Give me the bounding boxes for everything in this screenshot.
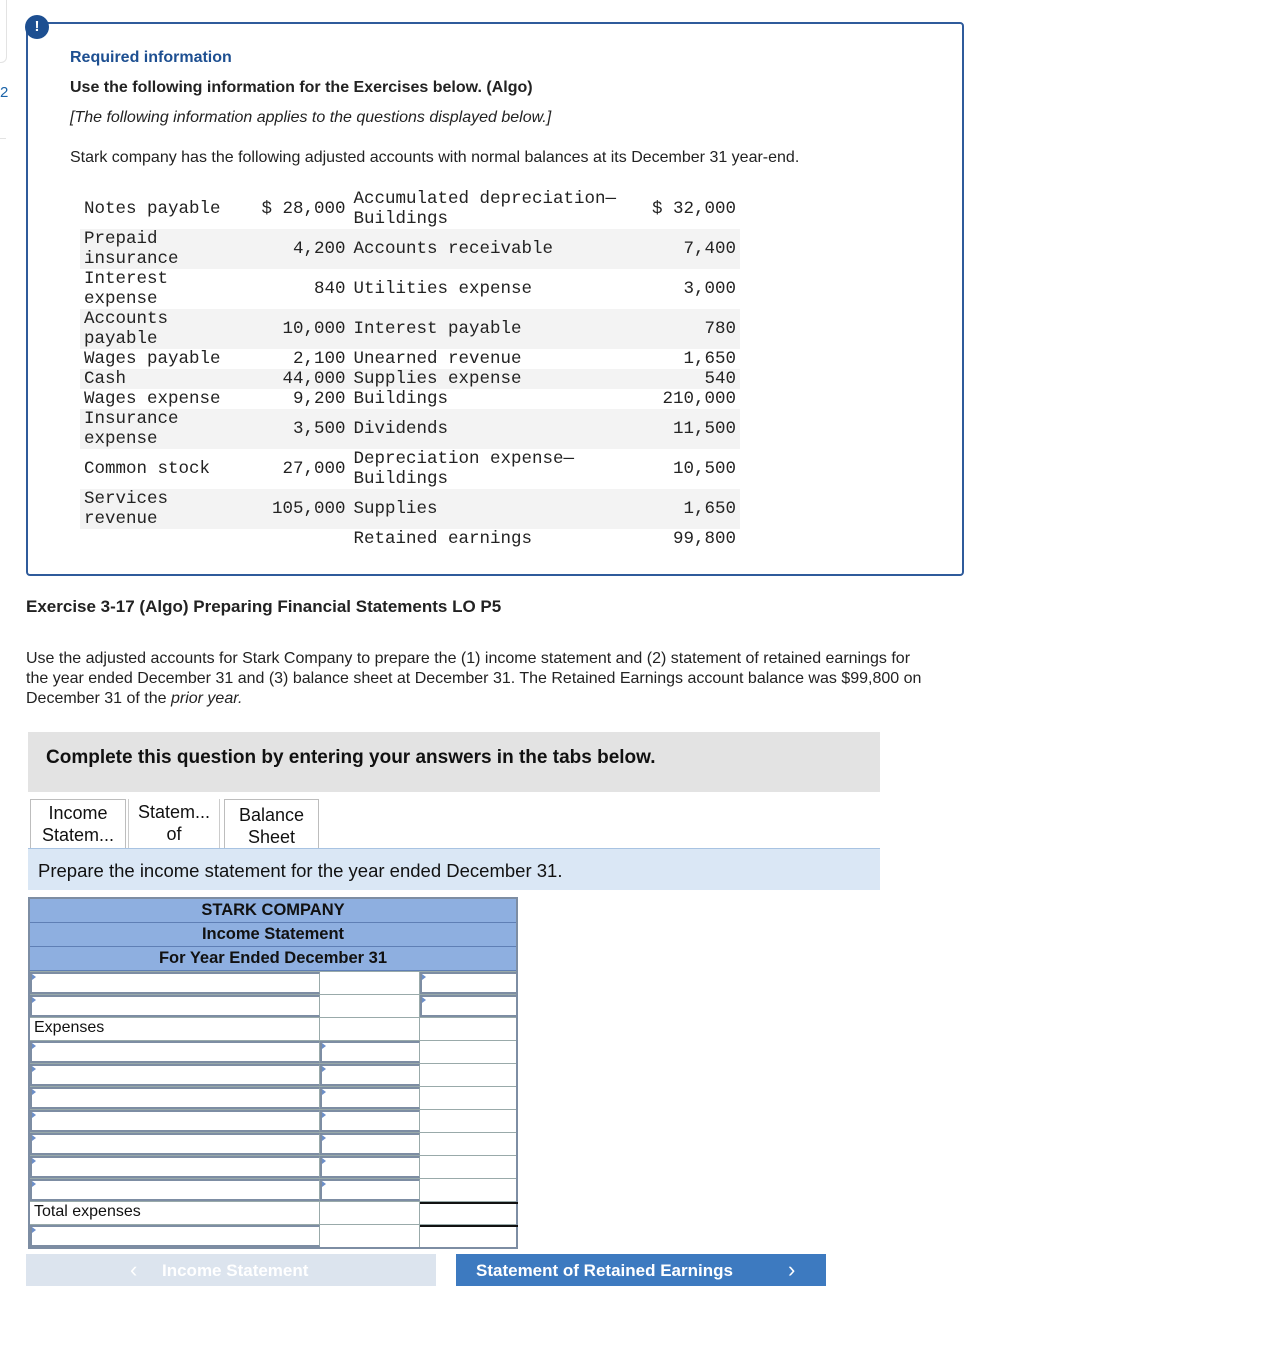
account-name: Common stock (84, 459, 211, 479)
account-name: Unearned revenue (353, 349, 522, 369)
tab-statement-of-retained-earnings[interactable] (128, 799, 220, 849)
alert-icon: ! (25, 15, 49, 39)
dropdown-indicator-icon (32, 1112, 36, 1118)
previous-tab-label: Income Statement (162, 1261, 309, 1280)
net-income-select[interactable] (30, 1225, 320, 1247)
dropdown-indicator-icon (32, 974, 36, 980)
dropdown-indicator-icon (322, 1112, 326, 1118)
dropdown-indicator-icon (322, 1066, 326, 1072)
dropdown-indicator-icon (32, 997, 36, 1003)
chevron-left-icon: ‹ (130, 1257, 138, 1282)
account-balance: 44,000 (256, 369, 350, 389)
dropdown-indicator-icon (322, 1181, 326, 1187)
expense-account-select[interactable] (30, 1064, 320, 1086)
account-balance: 4,200 (256, 229, 350, 269)
net-income-blank-cell (320, 1225, 420, 1247)
dropdown-indicator-icon (322, 1158, 326, 1164)
dropdown-indicator-icon (322, 1043, 326, 1049)
tab-balance-line2: Sheet (247, 827, 296, 847)
account-balance: 105,000 (256, 489, 350, 529)
account-row (80, 349, 740, 369)
expense-account-select[interactable] (30, 1041, 320, 1063)
question-number[interactable]: 2 (0, 84, 9, 101)
expenses-label: Expenses (34, 1019, 105, 1036)
revenue-row-2 (30, 994, 516, 1017)
expense-blank-cell (420, 1041, 518, 1063)
total-expenses-amount[interactable] (420, 1202, 518, 1224)
total-expenses-row (30, 1201, 516, 1224)
left-panel-edge (0, 0, 7, 63)
expense-row (30, 1109, 516, 1132)
account-balance: 2,100 (292, 349, 346, 369)
accounts-table (80, 189, 740, 549)
account-row (80, 189, 740, 229)
account-balance: 99,800 (672, 529, 736, 549)
account-balance: $ 28,000 (261, 199, 346, 219)
account-balance: 11,500 (642, 409, 740, 449)
account-name: Accounts payable (80, 309, 256, 349)
expense-row (30, 1063, 516, 1086)
account-name: Interest expense (84, 269, 169, 309)
account-name: Depreciation expense—Buildings (353, 449, 575, 489)
expense-blank-cell (420, 1156, 518, 1178)
statement-title: Income Statement (30, 923, 516, 947)
account-row (80, 389, 740, 409)
account-row (80, 529, 740, 549)
dropdown-indicator-icon (32, 1066, 36, 1072)
account-balance: 27,000 (282, 459, 346, 479)
instruction-text: Use the following information for the Exercises below. (Algo) (70, 79, 533, 96)
expenses-blank-cell (320, 1018, 420, 1040)
revenue-amount-input-2[interactable] (420, 995, 518, 1017)
revenue-account-select-2[interactable] (30, 995, 320, 1017)
account-name: Notes payable (84, 199, 221, 219)
tab-balance-sheet[interactable] (224, 799, 319, 849)
account-name: Insurance expense (80, 409, 256, 449)
expense-row (30, 1040, 516, 1063)
account-balance (256, 529, 350, 549)
expenses-blank-cell-2 (420, 1018, 518, 1040)
exercise-description-italic: prior year. (170, 690, 243, 707)
account-row (80, 369, 740, 389)
expense-row (30, 1178, 516, 1201)
total-expenses-label: Total expenses (34, 1203, 141, 1220)
account-row (80, 489, 740, 529)
revenue-blank-cell (320, 972, 420, 994)
total-expenses-label-cell (30, 1202, 320, 1224)
account-balance: 210,000 (662, 389, 736, 409)
expense-blank-cell (420, 1179, 518, 1201)
expense-amount-input[interactable] (320, 1087, 420, 1109)
expense-row (30, 1132, 516, 1155)
applies-note: [The following information applies to the questions displayed below.] (70, 109, 552, 126)
account-name: Cash (80, 369, 256, 389)
tab-income-line2: Statem... (41, 825, 115, 845)
expense-blank-cell (420, 1064, 518, 1086)
statement-company: STARK COMPANY (30, 899, 516, 923)
dropdown-indicator-icon (32, 1181, 36, 1187)
exercise-title: Exercise 3-17 (Algo) Preparing Financial Statements LO P5 (26, 597, 502, 616)
previous-tab-button[interactable] (26, 1254, 436, 1286)
account-balance: 540 (642, 369, 740, 389)
account-balance: 1,650 (683, 349, 736, 369)
expense-account-select[interactable] (30, 1179, 320, 1201)
expense-account-select[interactable] (30, 1087, 320, 1109)
account-balance: 1,650 (642, 489, 740, 529)
total-expenses-blank-cell (320, 1202, 420, 1224)
account-balance: 7,400 (642, 229, 740, 269)
chevron-right-icon: › (788, 1257, 796, 1282)
revenue-blank-cell-2 (320, 995, 420, 1017)
account-name: Retained earnings (353, 529, 532, 549)
statement-period: For Year Ended December 31 (30, 947, 516, 971)
revenue-amount-input[interactable] (420, 972, 518, 994)
revenue-row (30, 971, 516, 994)
expense-amount-input[interactable] (320, 1041, 420, 1063)
dropdown-indicator-icon (32, 1089, 36, 1095)
expense-amount-input[interactable] (320, 1110, 420, 1132)
tab-income-line1: Income (48, 803, 108, 823)
complete-question-banner (28, 732, 880, 792)
account-name: Dividends (349, 409, 642, 449)
expense-account-select[interactable] (30, 1133, 320, 1155)
account-name: Prepaid insurance (80, 229, 256, 269)
expense-row (30, 1086, 516, 1109)
account-balance: 10,500 (672, 459, 736, 479)
expenses-label-cell (30, 1018, 320, 1040)
tab-stmt-line2: of (166, 824, 182, 844)
expense-blank-cell (420, 1110, 518, 1132)
account-balance: 3,000 (683, 279, 736, 299)
expense-account-select[interactable] (30, 1156, 320, 1178)
account-balance: 780 (642, 309, 740, 349)
expense-row (30, 1155, 516, 1178)
expense-blank-cell (420, 1087, 518, 1109)
account-balance: 9,200 (292, 389, 346, 409)
revenue-account-select[interactable] (30, 972, 320, 994)
net-income-row (30, 1224, 516, 1247)
expenses-heading-row (30, 1017, 516, 1040)
account-row (80, 409, 740, 449)
account-name: Supplies expense (349, 369, 642, 389)
prepare-instruction-bar (28, 848, 880, 890)
account-balance: 10,000 (256, 309, 350, 349)
required-info-title: Required information (70, 49, 232, 66)
account-name: Accumulated depreciation—Buildings (353, 189, 617, 229)
complete-question-text: Complete this question by entering your answers in the tabs below. (46, 747, 656, 768)
income-statement-table (28, 897, 518, 1249)
tab-income-statement[interactable] (30, 799, 126, 849)
expense-amount-input[interactable] (320, 1064, 420, 1086)
account-name: Buildings (353, 389, 448, 409)
account-name: Utilities expense (353, 279, 532, 299)
company-description: Stark company has the following adjusted accounts with normal balances at its December 31 year-end. (70, 149, 800, 166)
dropdown-indicator-icon (32, 1227, 36, 1233)
next-tab-button[interactable] (456, 1254, 826, 1286)
dropdown-indicator-icon (322, 1135, 326, 1141)
account-name: Accounts receivable (349, 229, 642, 269)
account-balance: 3,500 (256, 409, 350, 449)
account-name (80, 529, 256, 549)
tab-stmt-line1: Statem... (137, 802, 211, 822)
expense-blank-cell (420, 1133, 518, 1155)
next-tab-label: Statement of Retained Earnings (476, 1261, 733, 1280)
left-panel-divider (0, 138, 6, 139)
dropdown-indicator-icon (422, 974, 426, 980)
account-name: Services revenue (80, 489, 256, 529)
dropdown-indicator-icon (32, 1158, 36, 1164)
account-balance: $ 32,000 (651, 199, 736, 219)
expense-account-select[interactable] (30, 1110, 320, 1132)
exercise-description (26, 649, 926, 709)
dropdown-indicator-icon (422, 997, 426, 1003)
account-row (80, 449, 740, 489)
dropdown-indicator-icon (32, 1135, 36, 1141)
account-name: Interest payable (349, 309, 642, 349)
net-income-amount[interactable] (420, 1225, 518, 1247)
expense-amount-input[interactable] (320, 1179, 420, 1201)
account-balance: 840 (313, 279, 346, 299)
account-row (80, 229, 740, 269)
account-name: Wages expense (84, 389, 221, 409)
account-row (80, 309, 740, 349)
prepare-instruction: Prepare the income statement for the year ended December 31. (38, 860, 563, 881)
account-name: Wages payable (84, 349, 221, 369)
dropdown-indicator-icon (32, 1043, 36, 1049)
dropdown-indicator-icon (322, 1089, 326, 1095)
account-name: Supplies (349, 489, 642, 529)
tab-balance-line1: Balance (238, 805, 305, 825)
expense-amount-input[interactable] (320, 1156, 420, 1178)
expense-amount-input[interactable] (320, 1133, 420, 1155)
exercise-description-text: Use the adjusted accounts for Stark Company to prepare the (1) income statement and (2) statement of retained earnings for the year ended December 31 and (3) balance sheet at December 31. The Retained Earnings account balance was $99,800 on December 31 of the (26, 650, 922, 707)
account-row (80, 269, 740, 309)
